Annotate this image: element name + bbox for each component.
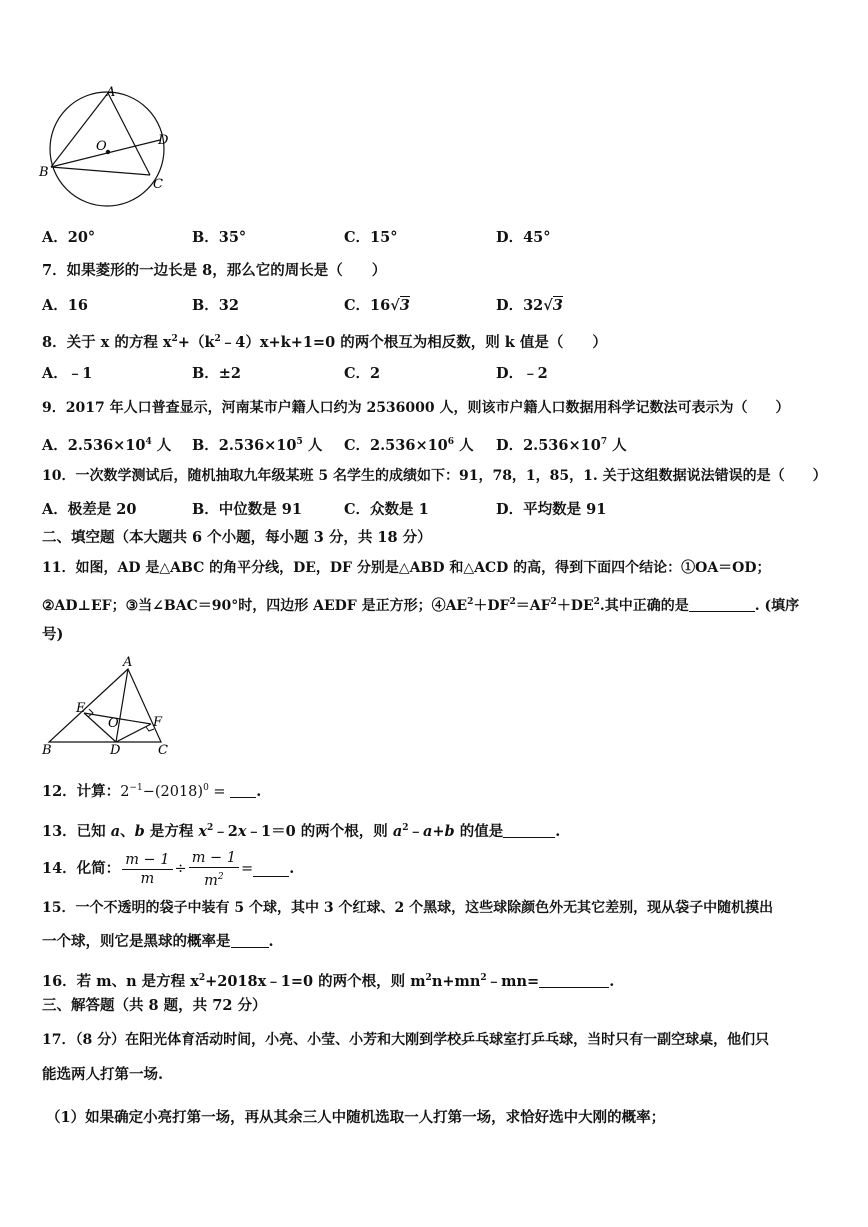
label-c: C — [158, 743, 168, 757]
q9-c-base: C．2.536×10 — [344, 437, 448, 454]
q11-s3: 2 — [550, 597, 557, 607]
q14-frac2 — [189, 849, 239, 890]
q14-d1: m — [140, 870, 155, 887]
q9-a-unit: 人 — [151, 437, 172, 454]
q15-line2-text: 一个球，则它是黑球的概率是 — [42, 933, 231, 950]
q15-line2 — [42, 932, 274, 952]
q6-option-d[interactable]: D．45° — [496, 229, 551, 246]
q13-expr1: a — [392, 823, 403, 840]
q16 — [42, 968, 614, 992]
label-e: E — [76, 701, 86, 716]
q16-answer-blank[interactable] — [539, 973, 609, 988]
label-a: A — [106, 85, 116, 100]
q14-d2: m — [204, 872, 218, 889]
triangle-figure — [36, 655, 176, 757]
label-a: A — [123, 655, 133, 670]
q13-expr3: a+b — [423, 823, 455, 840]
q11-line1: 11．如图，AD 是△ABC 的角平分线，DE，DF 分别是△ABD 和△ACD 的高，得到下面四个结论：①OA＝OD； — [42, 560, 771, 576]
q11-l2f: . (填序 — [754, 598, 800, 614]
q8-mid1: +（k — [177, 334, 215, 351]
q11-answer-blank[interactable] — [689, 597, 755, 612]
q9-d-unit: 人 — [607, 437, 627, 454]
segment-ad — [116, 669, 128, 742]
q13 — [42, 818, 560, 842]
q9-c-unit: 人 — [454, 437, 474, 454]
label-b: B — [39, 165, 49, 180]
q14-d2-wrap — [189, 868, 239, 890]
q13-end: . — [555, 823, 561, 840]
q11-line2 — [42, 592, 799, 616]
segment-df — [116, 724, 151, 742]
circle-o — [50, 92, 164, 206]
q14-frac1 — [122, 851, 172, 888]
q16-s3: 2 — [480, 973, 487, 983]
q15-answer-blank[interactable] — [231, 933, 269, 948]
q14-answer-blank[interactable] — [253, 862, 289, 877]
q9-d-base: D．2.536×10 — [496, 437, 601, 454]
q13-sq2: 2 — [402, 823, 409, 833]
q7-option-d-radicand: 3 — [552, 297, 563, 314]
q7-option-d[interactable] — [496, 296, 563, 316]
q15-end: . — [268, 933, 274, 950]
label-o: O — [96, 139, 107, 154]
q9-b-base: B．2.536×10 — [192, 437, 297, 454]
q13-x: x — [237, 823, 247, 840]
q17-line2: 能选两人打第一场. — [42, 1066, 164, 1083]
q13-expr2: ﹣ — [408, 823, 424, 840]
q12-expr2: −(2018) — [142, 784, 204, 800]
q7-option-b[interactable]: B．32 — [192, 297, 239, 314]
q11-l2b: ＋DF — [473, 598, 510, 614]
label-d: D — [110, 743, 121, 757]
q9-b-exp: 5 — [296, 437, 303, 447]
q16-pre: 16．若 m、n 是方程 x — [42, 973, 199, 990]
q11-l2d: ＋DE — [556, 598, 594, 614]
q13-sq: 2 — [207, 823, 214, 833]
q11-l2c: ＝AF — [515, 598, 551, 614]
segment-ab — [51, 93, 108, 167]
q13-mid: 是方程 — [144, 823, 199, 840]
q13-sep: 、 — [120, 823, 135, 840]
q14-pre: 14．化简： — [42, 860, 121, 877]
q7-option-c[interactable] — [344, 296, 410, 316]
q13-b: b — [134, 823, 145, 840]
q13-eq3: ﹣1＝0 的两个根，则 — [246, 823, 393, 840]
q8-sup1: 2 — [171, 334, 178, 344]
q14-end: . — [289, 860, 295, 877]
q14-n1: m − 1 — [122, 851, 172, 870]
q8-post: ﹣4）x+k+1=0 的两个根互为相反数，则 k 值是（ ） — [220, 334, 607, 351]
q8-option-d[interactable]: D．﹣2 — [496, 365, 548, 382]
label-d: D — [158, 133, 169, 148]
q8-sup2: 2 — [214, 334, 221, 344]
q16-s1: 2 — [198, 973, 206, 983]
label-b: B — [42, 743, 52, 757]
q14-n2: m − 1 — [189, 849, 239, 868]
q9-d-exp: 7 — [600, 437, 608, 447]
q12-answer-blank[interactable] — [230, 783, 256, 798]
q12-expr1: 2 — [120, 784, 130, 800]
q16-s2: 2 — [425, 973, 432, 983]
circle-figure — [30, 82, 180, 222]
q7-option-c-radicand: 3 — [399, 297, 410, 314]
q10-option-d[interactable]: D．平均数是 91 — [496, 501, 607, 518]
q9-a-exp: 4 — [145, 437, 152, 447]
q8-stem — [42, 329, 607, 353]
q8-pre: 8．关于 x 的方程 x — [42, 334, 172, 351]
q9-b-unit: 人 — [302, 437, 323, 454]
q7-stem: 7．如果菱形的一边长是 8，那么它的周长是（ ） — [42, 262, 387, 279]
q15-line1: 15．一个不透明的袋子中装有 5 个球，其中 3 个红球、2 个黑球，这些球除颜色外无其它差别，现从袋子中随机摸出 — [42, 900, 774, 916]
q9-a-base: A．2.536×10 — [42, 437, 146, 454]
q13-a: a — [110, 823, 121, 840]
q6-option-b[interactable]: B．35° — [192, 229, 247, 246]
q8-option-c[interactable]: C．2 — [344, 365, 381, 382]
q13-eq2: ﹣2 — [213, 823, 238, 840]
q9-option-c[interactable] — [344, 432, 474, 456]
q7-option-c-label: C．16 — [344, 297, 391, 314]
section-fill-in-heading: 二、填空题（本大题共 6 个小题，每小题 3 分，共 18 分） — [42, 529, 432, 546]
right-angle-e — [88, 709, 93, 717]
q11-line3: 号) — [42, 626, 64, 643]
q6-option-c[interactable]: C．15° — [344, 229, 398, 246]
q12-expr — [120, 784, 230, 800]
q7-option-d-label: D．32 — [496, 297, 544, 314]
q10-option-c[interactable]: C．众数是 1 — [344, 501, 429, 518]
q11-s4: 2 — [593, 597, 600, 607]
q9-option-b[interactable] — [192, 432, 322, 456]
q12-e2: 0 — [203, 783, 209, 793]
q10-option-a[interactable]: A．极差是 20 — [42, 501, 137, 518]
q12-post: . — [256, 783, 262, 800]
sqrt-sign: √ — [390, 297, 400, 314]
q14-d2sup: 2 — [217, 871, 224, 882]
q9-stem: 9．2017 年人口普查显示，河南某市户籍人口约为 2536000 人，则该市户籍人口数据用科学记数法可表示为（ ） — [42, 400, 790, 416]
q8-option-a[interactable]: A．﹣1 — [42, 365, 93, 382]
section-solve-heading: 三、解答题（共 8 题，共 72 分） — [42, 997, 267, 1014]
q16-end: . — [609, 973, 615, 990]
triangle-abc — [49, 669, 161, 742]
label-c: C — [153, 177, 163, 192]
label-o: O — [108, 716, 119, 731]
q17-line1: 17．（8 分）在阳光体育活动时间，小亮、小莹、小芳和大刚到学校乒乓球室打乒乓球，当时只有一副空球桌，他们只 — [42, 1032, 770, 1048]
q12-expr3: = — [208, 784, 231, 800]
sqrt-sign: √ — [543, 297, 553, 314]
q13-eq1: x — [198, 823, 208, 840]
q11-s1: 2 — [467, 597, 474, 607]
q16-mid3: ﹣mn= — [486, 973, 540, 990]
q11-l2e: .其中正确的是 — [599, 598, 689, 614]
q8-option-b[interactable]: B．±2 — [192, 365, 241, 382]
q7-option-a[interactable]: A．16 — [42, 297, 88, 314]
segment-bc — [51, 167, 150, 175]
q11-s2: 2 — [509, 597, 516, 607]
q16-mid: +2018x﹣1=0 的两个根，则 m — [205, 973, 426, 990]
q14-op: ÷ — [174, 861, 187, 877]
q12-pre: 12．计算： — [42, 783, 121, 800]
q9-option-d[interactable] — [496, 432, 627, 456]
q13-post: 的值是 — [454, 823, 504, 840]
q10-stem: 10．一次数学测试后，随机抽取九年级某班 5 名学生的成绩如下：91，78，1，85，1. 关于这组数据说法错误的是（ ） — [42, 468, 827, 484]
label-f: F — [153, 715, 163, 730]
q6-option-a[interactable]: A．20° — [42, 229, 96, 246]
q16-mid2: n+mn — [431, 973, 481, 990]
q10-option-b[interactable]: B．中位数是 91 — [192, 501, 302, 518]
q12-e1: −1 — [129, 783, 143, 793]
q14-eq: = — [241, 861, 254, 877]
q9-option-a[interactable] — [42, 432, 171, 456]
q12 — [42, 778, 261, 802]
q13-answer-blank[interactable] — [503, 823, 555, 838]
q14 — [42, 846, 294, 892]
q11-l2a: ②AD⊥EF；③当∠BAC＝90°时，四边形 AEDF 是正方形；④AE — [42, 598, 468, 614]
q13-pre: 13．已知 — [42, 823, 111, 840]
q9-c-exp: 6 — [447, 437, 455, 447]
q17-sub1: （1）如果确定小亮打第一场，再从其余三人中随机选取一人打第一场，求恰好选中大刚的概率； — [46, 1109, 666, 1126]
